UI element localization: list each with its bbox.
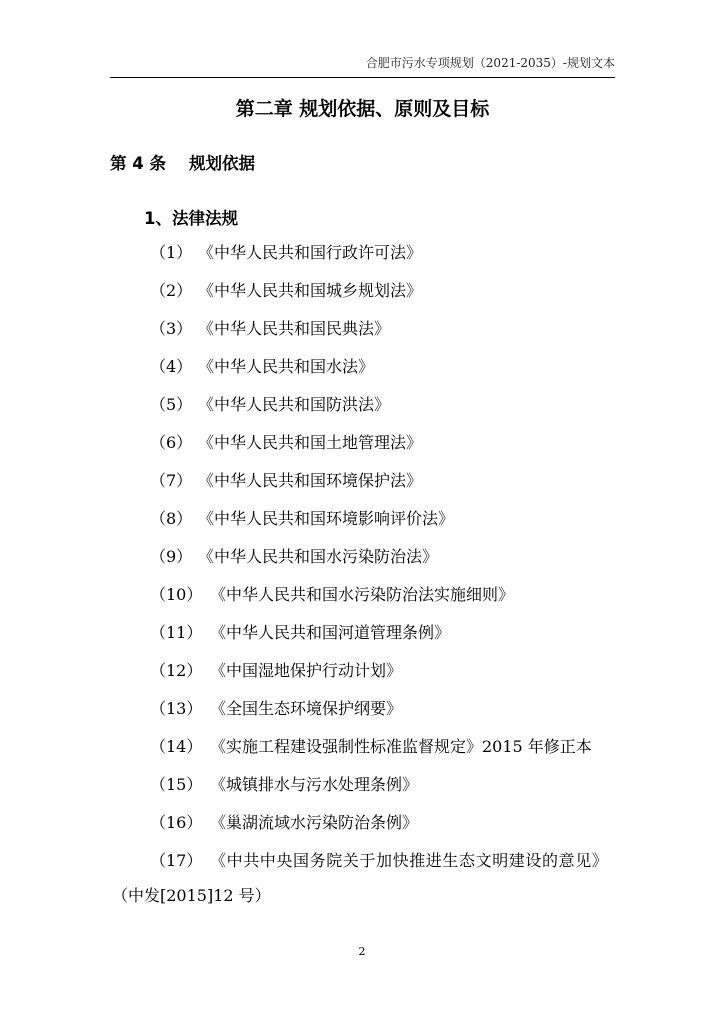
law-title: 《中共中央国务院关于加快推进生态文明建设的意见》 <box>210 851 609 870</box>
law-number: （5） <box>150 395 193 414</box>
law-number: （11） <box>150 623 203 642</box>
law-title: 《中华人民共和国土地管理法》 <box>198 433 423 452</box>
law-title: 《中华人民共和国水法》 <box>198 357 375 376</box>
law-item <box>150 471 422 491</box>
law-title: 《中华人民共和国行政许可法》 <box>198 243 423 262</box>
law-title: 《中华人民共和国防洪法》 <box>198 395 391 414</box>
law-item <box>150 851 620 871</box>
law-title: 《中华人民共和国环境影响评价法》 <box>198 509 455 528</box>
law-item <box>150 281 422 301</box>
law-title: 《实施工程建设强制性标准监督规定》2015 年修正本 <box>210 737 592 756</box>
law-title: 《中国湿地保护行动计划》 <box>210 661 403 680</box>
law-item <box>150 623 450 643</box>
article-number: 第 4 条 <box>110 154 166 173</box>
law-number: （9） <box>150 547 193 566</box>
law-title: 《城镇排水与污水处理条例》 <box>210 775 419 794</box>
page-number: 2 <box>358 945 366 958</box>
law-number: （2） <box>150 281 193 300</box>
law-title: 《中华人民共和国民典法》 <box>198 319 391 338</box>
law-number: （16） <box>150 813 203 832</box>
law-item <box>150 357 374 377</box>
law-number: （12） <box>150 661 203 680</box>
law-item <box>150 661 402 681</box>
law-title: 《全国生态环境保护纲要》 <box>210 699 403 718</box>
law-title-continuation: （中发[2015]12 号） <box>112 886 271 905</box>
law-title: 《中华人民共和国水污染防治法实施细则》 <box>210 585 515 604</box>
law-number: （10） <box>150 585 203 604</box>
law-item <box>150 813 418 833</box>
law-item <box>150 243 422 263</box>
law-number: （13） <box>150 699 203 718</box>
law-number: （1） <box>150 243 193 262</box>
law-title: 《中华人民共和国河道管理条例》 <box>210 623 451 642</box>
law-item <box>150 433 422 453</box>
law-number: （6） <box>150 433 193 452</box>
law-number: （4） <box>150 357 193 376</box>
law-title: 《中华人民共和国水污染防治法》 <box>198 547 439 566</box>
law-item <box>150 319 390 339</box>
law-number: （7） <box>150 471 193 490</box>
law-item <box>150 699 402 719</box>
chapter-title: 第二章 规划依据、原则及目标 <box>235 98 490 120</box>
law-title: 《中华人民共和国环境保护法》 <box>198 471 423 490</box>
header-divider <box>110 77 615 78</box>
law-item <box>150 509 454 529</box>
running-header: 合肥市污水专项规划（2021-2035）-规划文本 <box>365 56 615 70</box>
law-item <box>150 395 390 415</box>
law-title: 《中华人民共和国城乡规划法》 <box>198 281 423 300</box>
law-item <box>150 585 514 605</box>
law-number: （14） <box>150 737 203 756</box>
law-number: （8） <box>150 509 193 528</box>
section-heading: 1、法律法规 <box>144 209 238 228</box>
law-number: （3） <box>150 319 193 338</box>
law-item <box>150 737 592 757</box>
law-item <box>150 775 418 795</box>
law-item <box>150 547 438 567</box>
law-number: （15） <box>150 775 203 794</box>
law-number: （17） <box>150 851 203 870</box>
law-title: 《巢湖流域水污染防治条例》 <box>210 813 419 832</box>
article-title: 规划依据 <box>189 154 255 173</box>
article-heading <box>110 150 255 174</box>
